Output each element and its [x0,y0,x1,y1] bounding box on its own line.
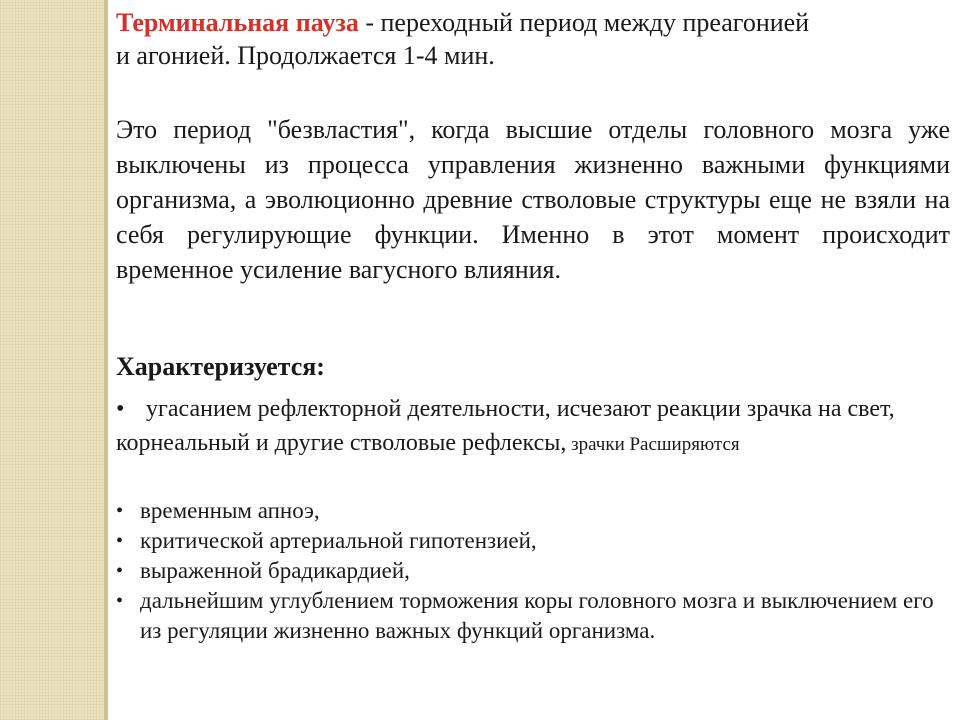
characteristics-list [116,496,950,646]
list-item-text: временным апноэ, [140,498,320,523]
list-item [116,496,950,526]
term-definition: - переходный период между преагонией и агонией. Продолжается 1-4 мин. [116,8,810,70]
list-item [116,392,950,462]
list-item [116,556,950,586]
bullet-icon: • [116,560,124,582]
description-paragraph: Это период "безвластия", когда высшие отделы головного мозга уже выключены из процесса управления жизненно важными функциями организма, а эволюционно древние стволовые структуры еще не взяли на себя регулирующие функции. Именно в этот момент происходит временное усиление вагусного влияния. [116,115,950,284]
list-item-text: дальнейшим углублением торможения коры головного мозга и выключением его из регуляции жизненно важных функций организма. [140,588,934,643]
list-item-text: выраженной брадикардией, [140,558,410,583]
intro-paragraph [116,6,816,72]
list-item-text: угасанием рефлекторной деятельности, исчезают реакции зрачка на свет, корнеальный и другие стволовые рефлексы, [116,396,895,456]
term-highlight: Терминальная пауза [116,8,359,37]
bullet-icon: • [116,590,124,612]
bullet-icon: • [116,396,125,422]
section-heading: Характеризуется: [116,352,325,381]
list-item-text: критической артериальной гипотензией, [140,528,537,553]
bullet-icon: • [116,530,124,552]
side-divider [104,0,108,720]
decorative-side-band [0,0,104,720]
bullet-icon: • [116,500,124,522]
list-item-tail: зрачки Расширяются [566,434,740,455]
list-item [116,526,950,556]
list-item [116,586,950,646]
